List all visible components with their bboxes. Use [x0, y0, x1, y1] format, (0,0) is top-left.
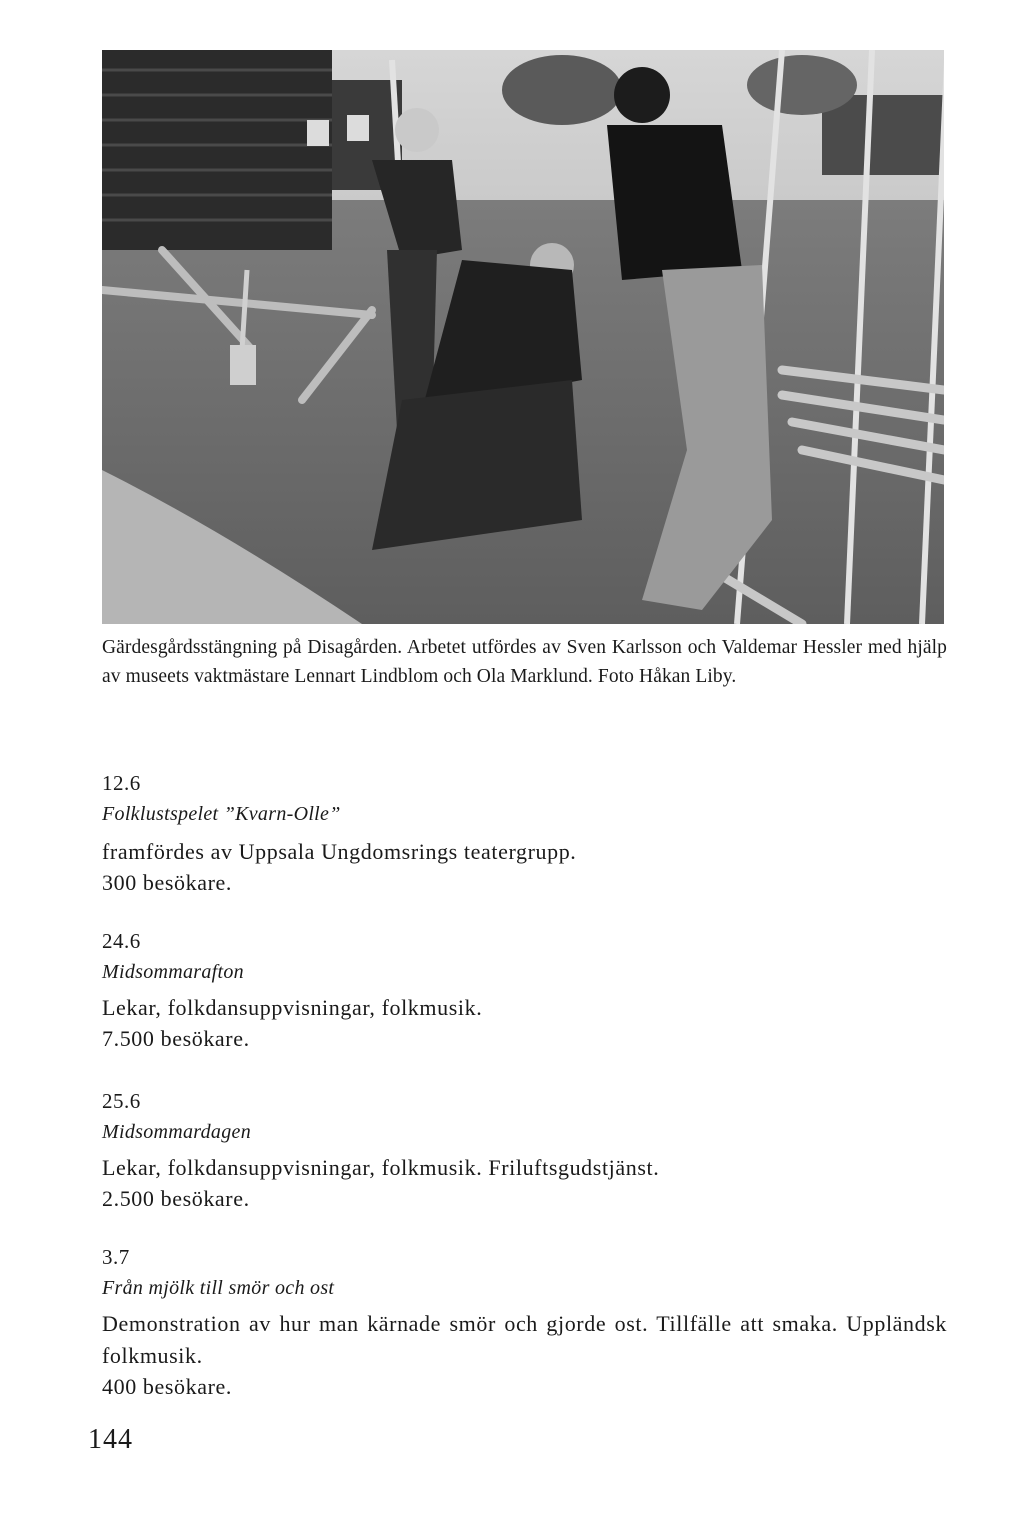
event-description: Lekar, folkdansuppvisningar, folkmusik. [102, 995, 483, 1020]
event-entry [102, 926, 947, 1054]
event-date: 12.6 [102, 771, 141, 795]
event-entry [102, 1242, 947, 1402]
page-number: 144 [88, 1424, 133, 1455]
event-date: 3.7 [102, 1245, 130, 1269]
event-date: 25.6 [102, 1089, 141, 1113]
event-date: 24.6 [102, 929, 141, 953]
event-description: framfördes av Uppsala Ungdomsrings teatergrupp. [102, 839, 577, 864]
event-visitors: 2.500 besökare. [102, 1186, 250, 1211]
event-title: Från mjölk till smör och ost [102, 1277, 335, 1299]
event-title: Midsommardagen [102, 1121, 252, 1143]
event-title: Midsommarafton [102, 961, 244, 983]
event-visitors: 7.500 besökare. [102, 1026, 250, 1051]
event-description: Demonstration av hur man kärnade smör och gjorde ost. Tillfälle att smaka. Uppländsk folkmusik. [102, 1311, 947, 1368]
event-title: Folklustspelet ”Kvarn-Olle” [102, 803, 341, 825]
event-entry [102, 768, 947, 898]
fence-building-photo [102, 50, 944, 624]
event-description: Lekar, folkdansuppvisningar, folkmusik. Friluftsgudstjänst. [102, 1155, 660, 1180]
event-visitors: 300 besökare. [102, 870, 232, 895]
event-visitors: 400 besökare. [102, 1374, 232, 1399]
event-entry [102, 1086, 947, 1214]
photo-illustration [102, 50, 944, 624]
photo-caption: Gärdesgårdsstängning på Disagården. Arbetet utfördes av Sven Karlsson och Valdemar Hessler med hjälp av museets vaktmästare Lennart Lindblom och Ola Marklund. Foto Håkan Liby. [102, 637, 947, 687]
